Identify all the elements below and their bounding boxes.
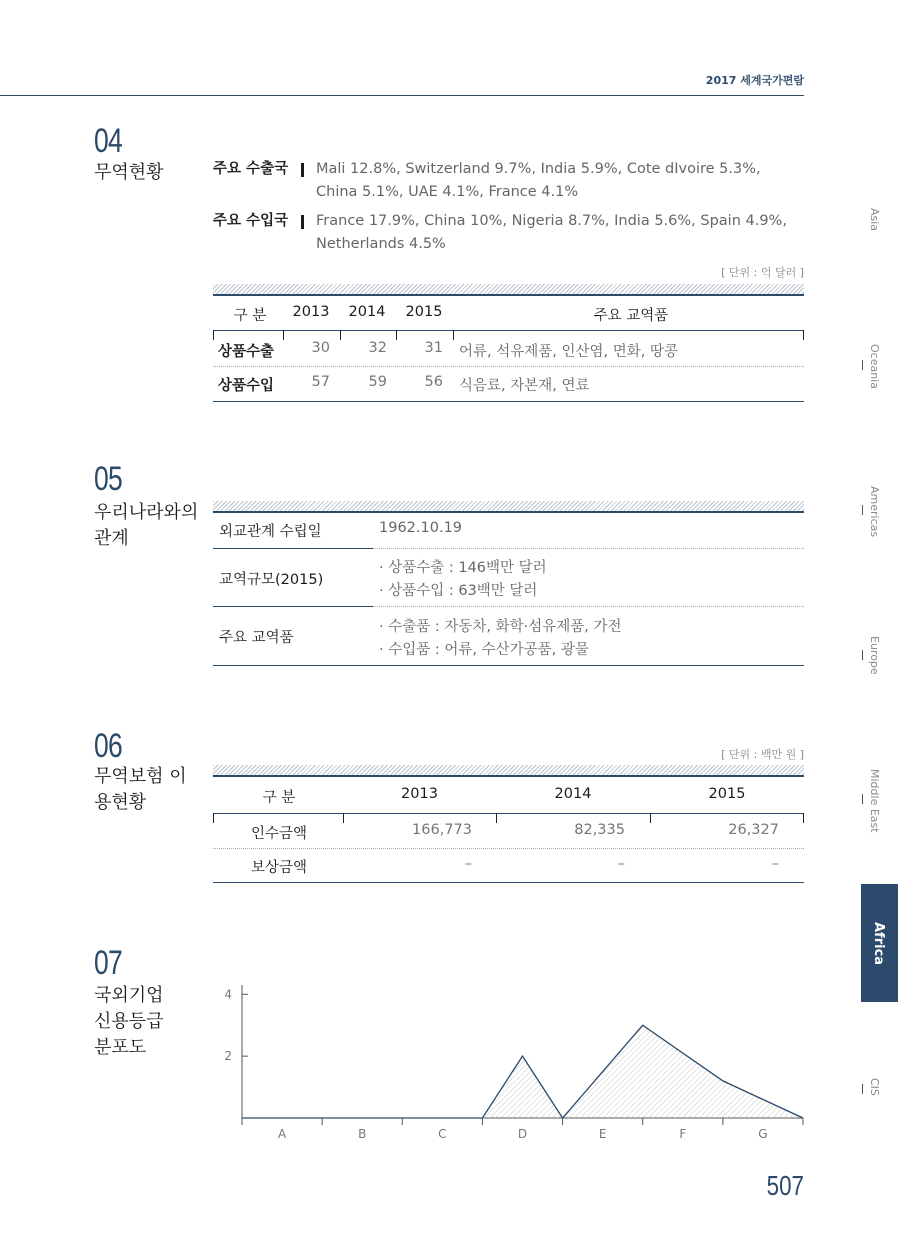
import-partners-text: France 17.9%, China 10%, Nigeria 8.7%, India 5.6%, Spain 4.9%, Netherlands 4.5% [316,213,787,252]
row-label: 보상금액 [250,860,308,876]
row-label: 교역규모(2015) [219,572,324,588]
table-bottom-rule [213,401,804,402]
trade-items: 어류, 석유제품, 인산염, 면화, 땅콩 [459,344,678,360]
row-label: 주요 교역품 [219,630,294,646]
table-bottom-rule [213,882,804,883]
value-2013: 166,773 [412,822,472,838]
sidebar-item-africa-active[interactable] [861,884,898,1002]
row-value: · 수입품 : 어류, 수산가공품, 광물 [379,642,589,658]
value-2015: 26,327 [728,822,779,838]
value-2014: 82,335 [574,822,625,838]
col-header-2014: 2014 [554,786,592,802]
x-tick-label: F [679,1127,687,1141]
export-partners-text: Mali 12.8%, Switzerland 9.7%, India 5.9%, Cote dIvoire 5.3%, China 5.1%, UAE 4.1%, France 4.1% [316,161,761,200]
row-divider [213,366,804,367]
sidebar-mark [862,794,863,804]
series-area-fill [242,1025,803,1118]
trade-items: 식음료, 자본재, 연료 [459,378,590,394]
value-2013: 57 [311,374,330,390]
col-header-2015: 2015 [708,786,746,802]
page-number: 507 [766,1170,804,1201]
column-tick [453,330,454,340]
sidebar-item-oceania[interactable]: Oceania [868,344,881,389]
table-hatch-band [213,284,804,294]
y-tick-label: 2 [224,1049,232,1064]
row-value: 1962.10.19 [379,520,463,536]
value-2014: 59 [368,374,387,390]
sidebar-item-europe[interactable]: Europe [868,636,881,675]
import-partners [213,210,805,258]
col-header-2014: 2014 [348,304,386,320]
row-value: · 상품수입 : 63백만 달러 [379,583,538,599]
x-tick-label: D [517,1127,528,1141]
sidebar-item-cis[interactable]: CIS [868,1078,881,1096]
row-label: 인수금액 [250,826,308,842]
row-label: 상품수입 [218,378,275,394]
sidebar-mark [862,505,863,515]
sidebar-item-asia[interactable]: Asia [868,208,881,232]
import-partners-label: 주요 수입국 [213,213,289,229]
column-tick [650,813,651,823]
value-2013: 30 [311,340,330,356]
label-bar [301,215,304,229]
sidebar-mark [862,1084,863,1094]
table-top-rule [213,511,804,513]
header-rule [0,95,804,96]
col-header-2013: 2013 [401,786,438,802]
column-tick [340,330,341,340]
sidebar-mark [862,650,863,660]
x-tick-label: E [598,1127,607,1141]
value-2013: – [464,856,472,872]
x-tick-label: B [358,1127,367,1141]
sidebar-item-americas[interactable]: Americas [868,486,881,538]
section-07-number: 07 [94,944,122,982]
column-tick [803,813,804,823]
column-tick [213,330,214,340]
export-partners [213,158,805,206]
row-divider [373,548,804,549]
col-header-category: 구 분 [233,308,267,324]
sidebar-item-africa: Africa [871,922,886,966]
section-06-number: 06 [94,727,122,765]
header-rule [213,330,804,331]
row-label: 외교관계 수립일 [219,524,322,540]
section-07-title: 국외기업 신용등급 분포도 [94,985,164,1058]
trade-table-unit: [ 단위 : 억 달러 ] [721,266,804,279]
value-2014: – [617,856,625,872]
section-04-title: 무역현황 [94,162,164,183]
value-2015: 56 [424,374,443,390]
column-tick [496,813,497,823]
col-header-items: 주요 교역품 [593,308,669,324]
column-tick [343,813,344,823]
column-tick [213,813,214,823]
header-rule [213,813,804,814]
table-hatch-band [213,501,804,511]
label-rule [213,606,373,607]
col-header-2015: 2015 [405,304,443,320]
x-tick-label: C [438,1127,447,1141]
value-2015: – [771,856,779,872]
col-header-2013: 2013 [292,304,330,320]
x-tick-label: G [758,1127,768,1141]
row-divider [213,848,804,849]
table-bottom-rule [213,665,804,666]
row-divider [373,606,804,607]
row-label: 상품수출 [218,344,275,360]
label-bar [301,163,304,177]
credit-rating-chart [215,985,810,1145]
section-05-title: 우리나라와의 관계 [94,502,199,549]
insurance-table-unit: [ 단위 : 백만 원 ] [721,748,804,761]
export-partners-label: 주요 수출국 [213,161,289,177]
y-tick-label: 4 [224,987,232,1002]
table-hatch-band [213,765,804,775]
label-rule [213,548,373,549]
value-2014: 32 [368,340,387,356]
row-value: · 상품수출 : 146백만 달러 [379,560,547,576]
column-tick [283,330,284,340]
sidebar-item-middle-east[interactable]: Middle East [868,769,881,833]
section-06-title: 무역보험 이용현황 [94,766,187,813]
table-top-rule [213,294,804,296]
sidebar-mark [862,360,863,370]
column-tick [803,330,804,340]
col-header-category: 구 분 [262,790,296,806]
section-04-number: 04 [94,122,122,160]
table-top-rule [213,775,804,777]
running-header-title: 2017 세계국가편람 [705,74,804,87]
x-tick-label: A [277,1127,287,1141]
row-value: · 수출품 : 자동차, 화학·섬유제품, 가전 [379,619,622,635]
value-2015: 31 [424,340,443,356]
column-tick [396,330,397,340]
section-05-number: 05 [94,460,122,498]
